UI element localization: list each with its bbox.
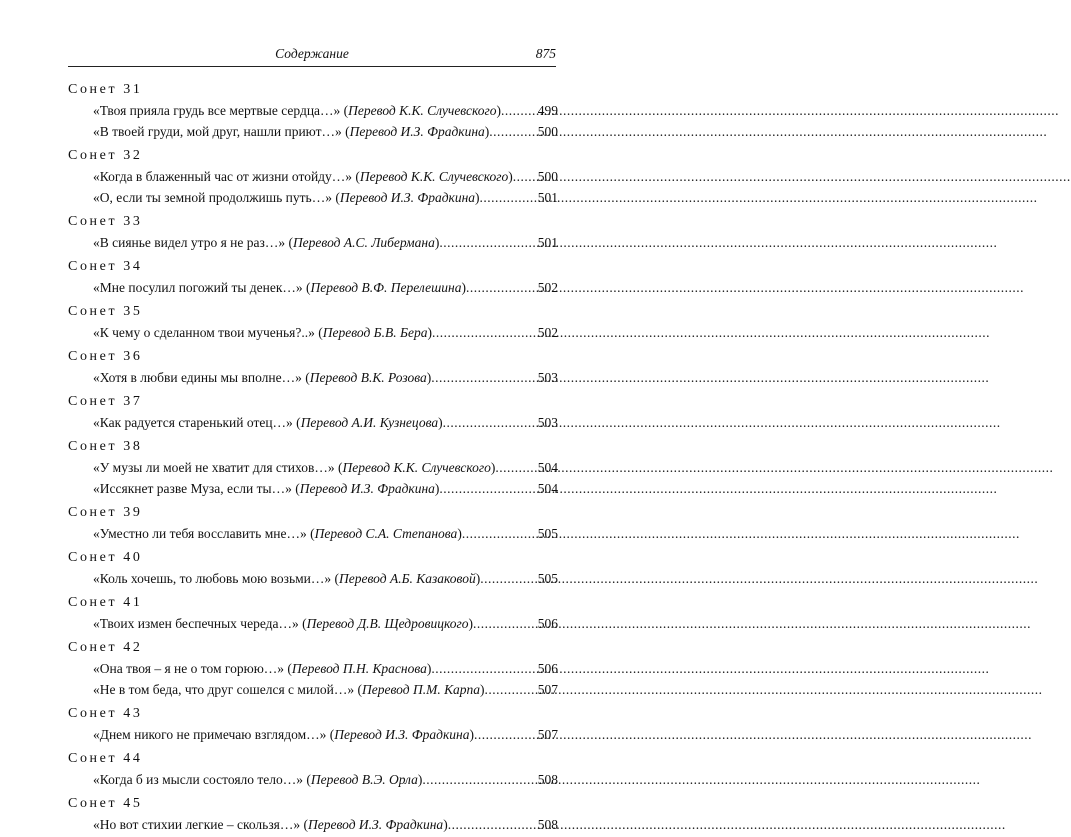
- sonnet-section: [68, 703, 558, 745]
- dot-leader: [422, 769, 524, 790]
- closing-paren: ): [475, 571, 481, 586]
- translator-credit: Перевод В.К. Розова: [309, 370, 427, 385]
- closing-paren: ): [480, 682, 485, 697]
- poem-first-line: «Днем никого не примечаю взглядом…» (: [93, 727, 335, 742]
- toc-entry-text: [93, 814, 448, 835]
- closing-paren: ): [496, 103, 502, 118]
- running-header: [68, 44, 556, 66]
- translator-credit: Перевод А.С. Либермана: [292, 235, 435, 250]
- closing-paren: ): [484, 124, 490, 139]
- translator-credit: Перевод П.Н. Краснова: [291, 661, 427, 676]
- toc-page-number: 501: [537, 190, 558, 205]
- sonnet-section: [68, 502, 558, 544]
- toc-entry-text: [93, 166, 513, 187]
- toc-entry-text: [93, 187, 480, 208]
- poem-first-line: «Иссякнет разве Муза, если ты…» (: [93, 481, 300, 496]
- sonnet-section: [68, 592, 558, 634]
- poem-first-line: «Мне посулил погожий ты денек…» (: [93, 280, 311, 295]
- toc-entry-text: [93, 523, 462, 544]
- translator-credit: Перевод В.Э. Орла: [310, 772, 418, 787]
- poem-first-line: «Она твоя – я не о том горюю…» (: [93, 661, 292, 676]
- poem-first-line: «Как радуется старенький отец…» (: [93, 415, 301, 430]
- closing-paren: ): [469, 727, 474, 742]
- toc-entry[interactable]: [68, 478, 558, 499]
- dot-leader: [466, 277, 524, 298]
- sonnet-title: Сонет 40: [68, 550, 143, 565]
- dot-leader: [473, 613, 524, 634]
- toc-entry[interactable]: [68, 100, 558, 121]
- poem-first-line: «Твоя прияла грудь все мертвые сердца…» (: [93, 103, 349, 118]
- poem-first-line: «Когда в блаженный час от жизни отойду…» (: [93, 169, 360, 184]
- dot-leader: [474, 724, 524, 745]
- sonnet-title: Сонет 43: [68, 706, 143, 721]
- translator-credit: Перевод С.А. Степанова: [314, 526, 458, 541]
- poem-first-line: «Хотя в любви едины мы вполне…» (: [93, 370, 310, 385]
- closing-paren: ): [443, 817, 448, 832]
- translator-credit: Перевод И.З. Фрадкина: [334, 727, 470, 742]
- sonnet-title: Сонет 41: [68, 595, 143, 610]
- toc-page-number: 502: [537, 280, 558, 295]
- page-number: 875: [535, 46, 556, 61]
- sonnet-title: Сонет 31: [68, 82, 143, 97]
- dot-leader: [462, 523, 524, 544]
- closing-paren: ): [426, 370, 432, 385]
- toc-entry-text: [93, 679, 485, 700]
- toc-entry[interactable]: [68, 367, 558, 388]
- closing-paren: ): [457, 526, 462, 541]
- toc-entry[interactable]: [68, 769, 558, 790]
- toc-page-number: 507: [537, 682, 558, 697]
- closing-paren: ): [508, 169, 513, 184]
- poem-first-line: «У музы ли моей не хватит для стихов…» (: [93, 460, 343, 475]
- sonnet-section: [68, 391, 558, 433]
- toc-entry[interactable]: [68, 523, 558, 544]
- translator-credit: Перевод И.З. Фрадкина: [299, 481, 435, 496]
- sonnet-title: Сонет 45: [68, 796, 143, 811]
- toc-entry[interactable]: [68, 613, 558, 634]
- poem-first-line: «О, если ты земной продолжишь путь…» (: [93, 190, 340, 205]
- sonnet-section: [68, 748, 558, 790]
- toc-entry-text: [93, 232, 439, 253]
- dot-leader: [480, 568, 524, 589]
- toc-entry-text: [93, 457, 495, 478]
- toc-entry[interactable]: [68, 568, 558, 589]
- translator-credit: Перевод И.З. Фрадкина: [349, 124, 485, 139]
- dot-leader: [489, 121, 524, 142]
- dot-leader: [443, 412, 524, 433]
- closing-paren: ): [461, 280, 466, 295]
- toc-entry-text: [93, 658, 431, 679]
- toc-entry-text: [93, 724, 474, 745]
- toc-page-number: 506: [537, 661, 558, 676]
- toc-entry-text: [93, 277, 466, 298]
- poem-first-line: «Не в том беда, что друг сошелся с милой…» (: [93, 682, 363, 697]
- translator-credit: Перевод И.З. Фрадкина: [307, 817, 444, 832]
- toc-entry-text: [93, 568, 480, 589]
- closing-paren: ): [490, 460, 496, 475]
- dot-leader: [439, 232, 524, 253]
- dot-leader: [439, 478, 524, 499]
- poem-first-line: «Но вот стихии легкие – скользя…» (: [93, 817, 308, 832]
- poem-first-line: «Твоих измен беспечных череда…» (: [93, 616, 307, 631]
- sonnet-section: [68, 346, 558, 388]
- running-header-title: Содержание: [275, 46, 349, 61]
- closing-paren: ): [417, 772, 423, 787]
- dot-leader: [431, 658, 524, 679]
- toc-page-number: 504: [537, 481, 558, 496]
- dot-leader: [432, 322, 524, 343]
- dot-leader: [501, 100, 524, 121]
- toc-entry[interactable]: [68, 814, 558, 835]
- sonnet-section: [68, 436, 558, 499]
- toc-entry-text: [93, 367, 431, 388]
- translator-credit: Перевод К.К. Случевского: [359, 169, 509, 184]
- dot-leader: [431, 367, 524, 388]
- toc-page-number: 505: [537, 526, 558, 541]
- toc-entry[interactable]: [68, 457, 558, 478]
- translator-credit: Перевод К.К. Случевского: [342, 460, 491, 475]
- toc-page-number: 508: [537, 772, 558, 787]
- toc-entry[interactable]: [68, 679, 558, 700]
- toc-page-number: 503: [537, 415, 558, 430]
- sonnet-section: [68, 637, 558, 700]
- dot-leader: [480, 187, 524, 208]
- dot-leader: [448, 814, 524, 835]
- sonnet-title: Сонет 36: [68, 349, 143, 364]
- sonnet-section: [68, 145, 558, 208]
- poem-first-line: «Уместно ли тебя восславить мне…» (: [93, 526, 315, 541]
- closing-paren: ): [438, 415, 443, 430]
- toc-page-number: 503: [537, 370, 558, 385]
- toc-entry[interactable]: [68, 121, 558, 142]
- closing-paren: ): [426, 661, 432, 676]
- sonnet-section: [68, 256, 558, 298]
- toc-entry-text: [93, 769, 422, 790]
- toc-page-number: 506: [537, 616, 558, 631]
- sonnet-section: [68, 301, 558, 343]
- toc-entry[interactable]: [68, 412, 558, 433]
- sonnet-title: Сонет 33: [68, 214, 143, 229]
- toc-entry[interactable]: [68, 166, 558, 187]
- poem-first-line: «Когда б из мысли состояло тело…» (: [93, 772, 311, 787]
- toc-page-number: 502: [537, 325, 558, 340]
- toc-entry[interactable]: [68, 322, 558, 343]
- poem-first-line: «В твоей груди, мой друг, нашли приют…» (: [93, 124, 350, 139]
- poem-first-line: «К чему о сделанном твои мученья?..» (: [93, 325, 323, 340]
- sonnet-title: Сонет 34: [68, 259, 143, 274]
- sonnet-title: Сонет 37: [68, 394, 143, 409]
- closing-paren: ): [475, 190, 480, 205]
- sonnet-section: [68, 793, 558, 835]
- toc-page-number: 499: [537, 103, 558, 118]
- sonnet-title: Сонет 38: [68, 439, 143, 454]
- toc-page-number: 508: [537, 817, 558, 832]
- dot-leader: [495, 457, 524, 478]
- translator-credit: Перевод И.З. Фрадкина: [339, 190, 476, 205]
- translator-credit: Перевод П.М. Карпа: [362, 682, 481, 697]
- sonnet-section: [68, 79, 558, 142]
- sonnet-section: [68, 211, 558, 253]
- table-of-contents: [68, 76, 558, 837]
- closing-paren: ): [468, 616, 474, 631]
- closing-paren: ): [434, 481, 440, 496]
- translator-credit: Перевод Д.В. Щедровицкого: [306, 616, 469, 631]
- sonnet-title: Сонет 42: [68, 640, 143, 655]
- translator-credit: Перевод К.К. Случевского: [348, 103, 497, 118]
- toc-page-number: 504: [537, 460, 558, 475]
- toc-page-number: 500: [537, 124, 558, 139]
- toc-entry-text: [93, 478, 439, 499]
- toc-entry[interactable]: [68, 658, 558, 679]
- toc-page-number: 505: [537, 571, 558, 586]
- closing-paren: ): [427, 325, 432, 340]
- sonnet-title: Сонет 35: [68, 304, 143, 319]
- toc-entry-text: [93, 100, 501, 121]
- toc-entry[interactable]: [68, 232, 558, 253]
- poem-first-line: «Коль хочешь, то любовь мою возьми…» (: [93, 571, 339, 586]
- toc-entry-text: [93, 322, 432, 343]
- toc-page-number: 507: [537, 727, 558, 742]
- toc-page-number: 500: [537, 169, 558, 184]
- sonnet-title: Сонет 39: [68, 505, 143, 520]
- sonnet-section: [68, 547, 558, 589]
- toc-entry[interactable]: [68, 187, 558, 208]
- closing-paren: ): [434, 235, 440, 250]
- translator-credit: Перевод В.Ф. Перелешина: [310, 280, 462, 295]
- translator-credit: Перевод Б.В. Бера: [322, 325, 428, 340]
- toc-entry-text: [93, 613, 473, 634]
- sonnet-title: Сонет 32: [68, 148, 143, 163]
- toc-entry-text: [93, 412, 443, 433]
- dot-leader: [485, 679, 524, 700]
- header-rule: [68, 66, 556, 67]
- poem-first-line: «В сиянье видел утро я не раз…» (: [93, 235, 293, 250]
- toc-page-number: 501: [537, 235, 558, 250]
- toc-entry-text: [93, 121, 489, 142]
- translator-credit: Перевод А.И. Кузнецова: [300, 415, 439, 430]
- translator-credit: Перевод А.Б. Казаковой: [339, 571, 476, 586]
- dot-leader: [513, 166, 524, 187]
- toc-entry[interactable]: [68, 724, 558, 745]
- sonnet-title: Сонет 44: [68, 751, 143, 766]
- toc-entry[interactable]: [68, 277, 558, 298]
